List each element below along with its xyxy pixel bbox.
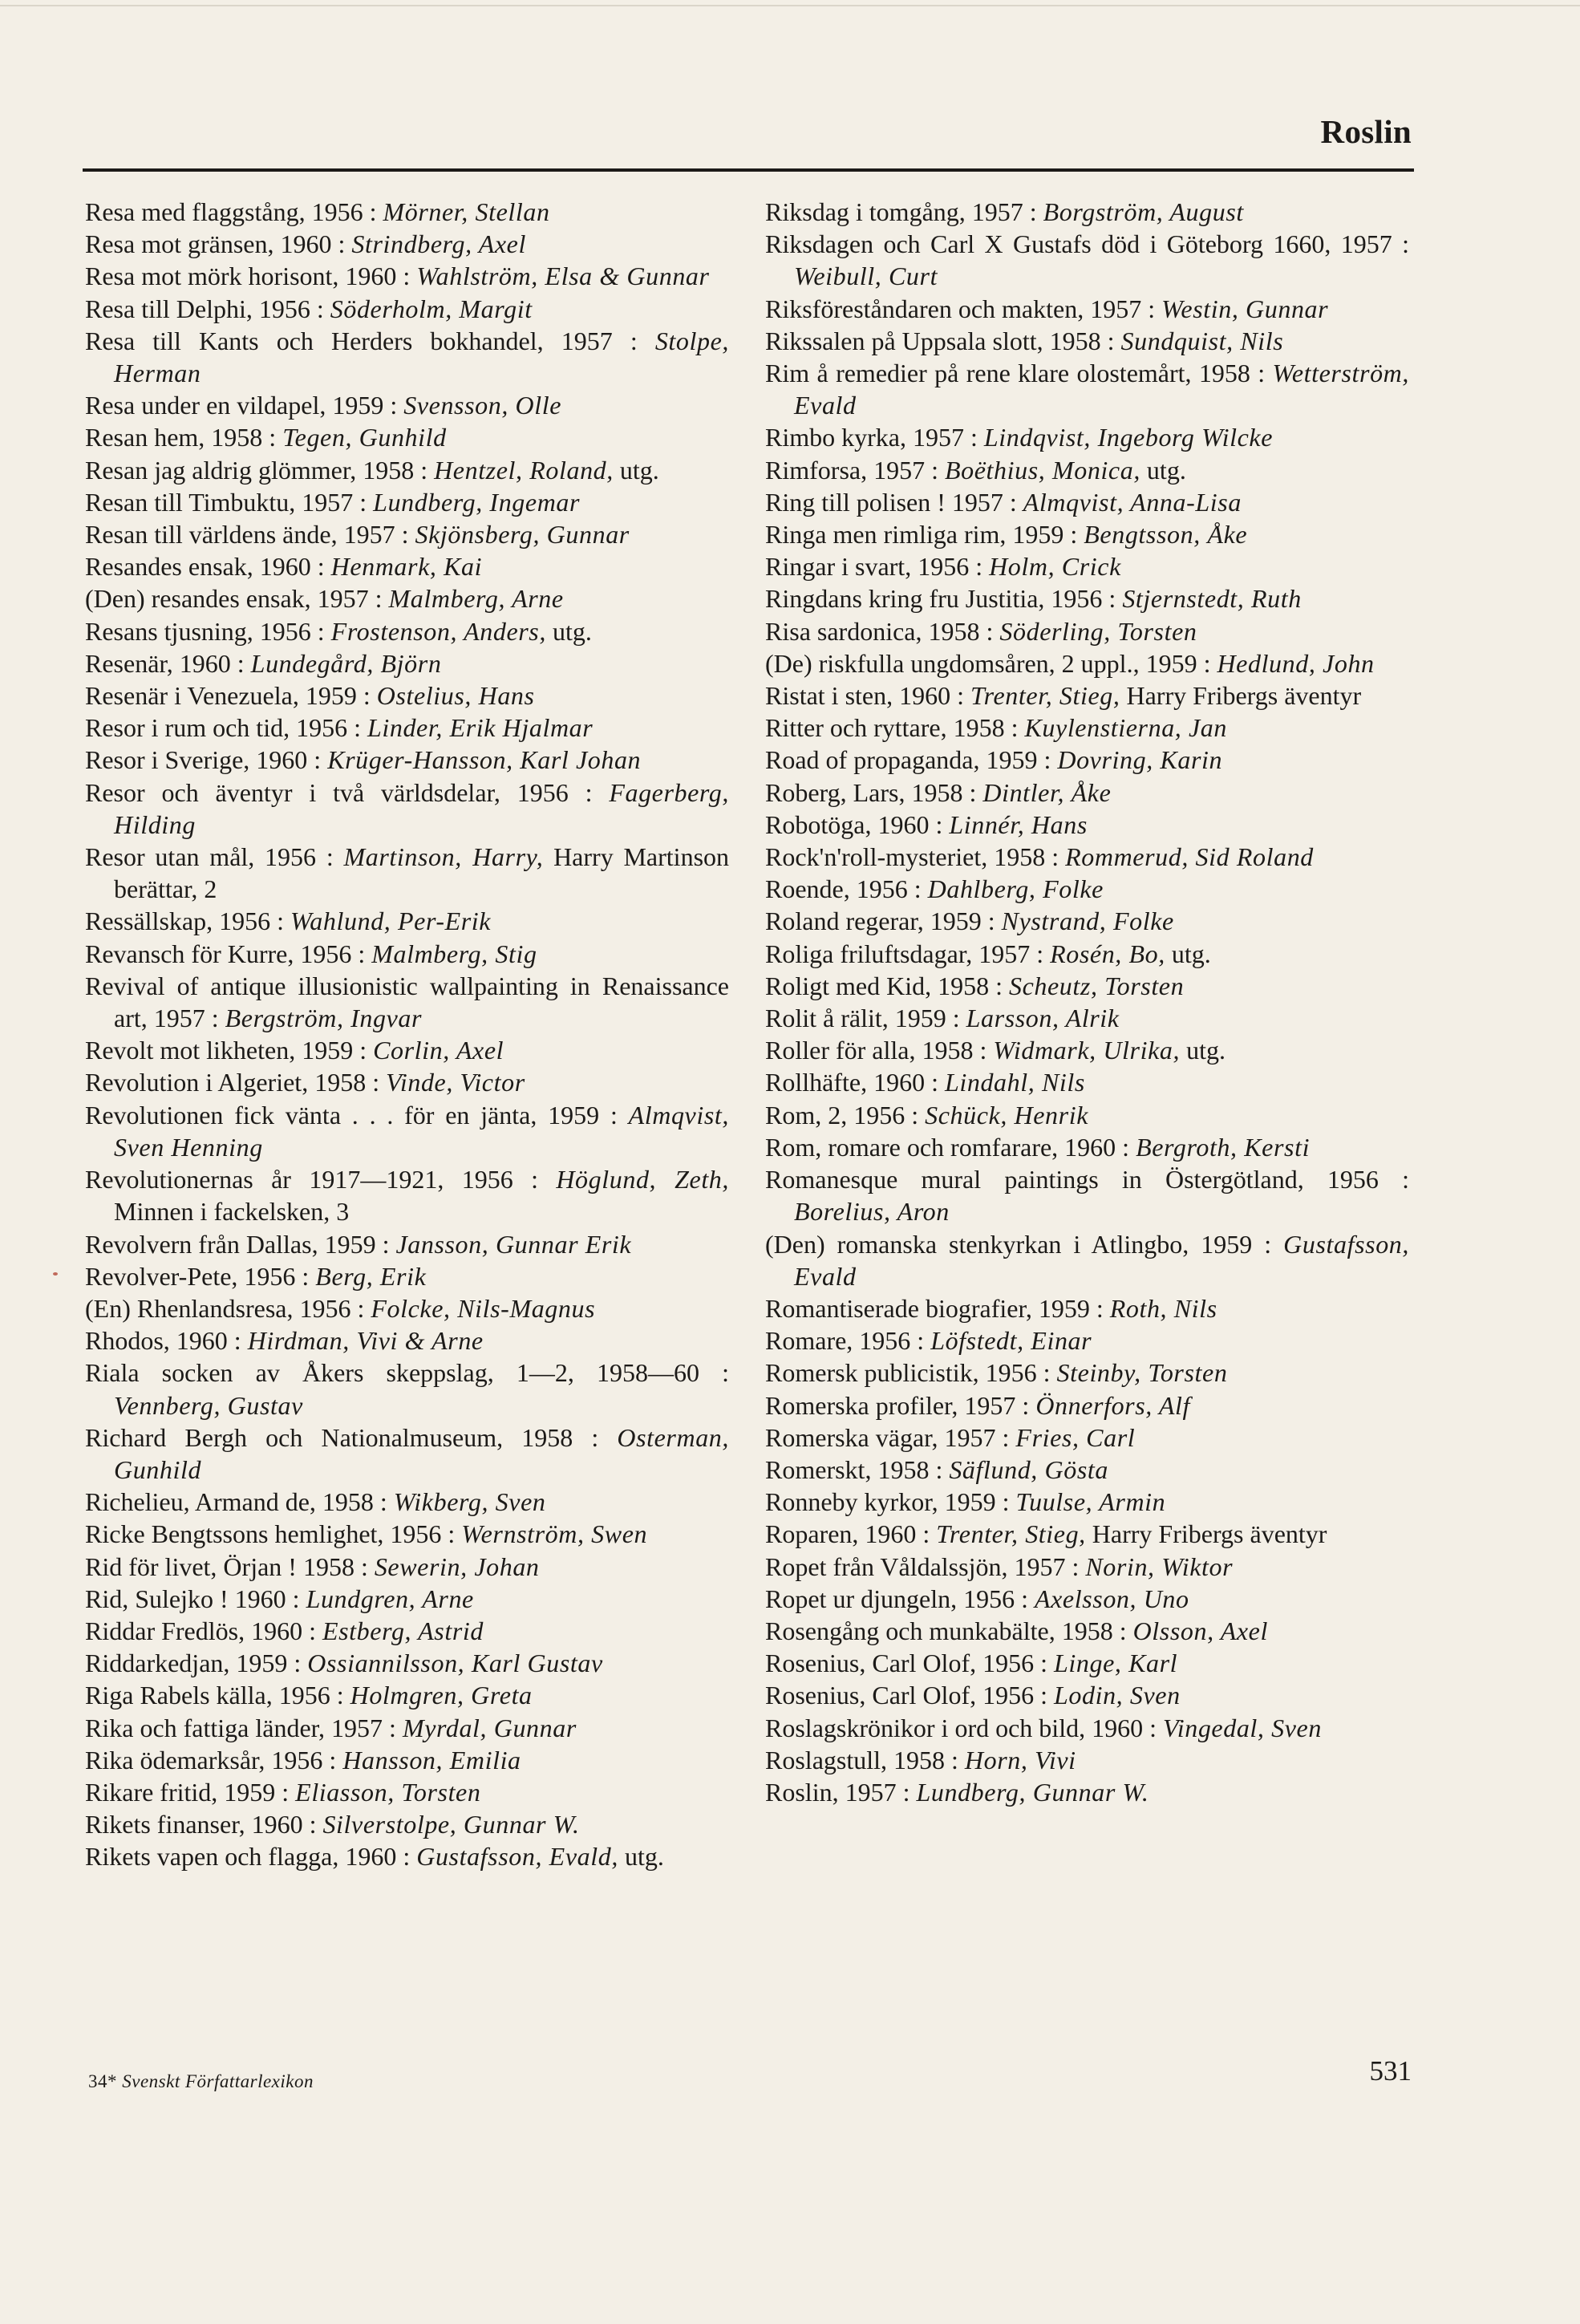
- entry-author: Wetterström, Evald: [794, 359, 1409, 420]
- entry-author: Dintler, Åke: [982, 777, 1112, 807]
- index-entry: [765, 1066, 1409, 1098]
- entry-title: Resa mot mörk horisont, 1960 :: [85, 262, 417, 291]
- index-entry: [85, 228, 729, 260]
- index-entry: [765, 1422, 1409, 1454]
- index-entry: [85, 389, 729, 421]
- index-entry: [85, 518, 729, 550]
- entry-author: Lindqvist, Ingeborg Wilcke: [983, 423, 1274, 452]
- entry-author: Säflund, Gösta: [949, 1454, 1108, 1484]
- entry-title: Rikare fritid, 1959 :: [85, 1777, 296, 1807]
- entry-author: Rommerud, Sid Roland: [1065, 842, 1314, 872]
- entry-author: Weibull, Curt: [794, 262, 938, 291]
- index-entry: [765, 1324, 1409, 1357]
- entry-author: Almqvist, Sven Henning: [114, 1100, 729, 1162]
- entry-suffix: utg.: [1165, 939, 1211, 968]
- index-entry: [85, 1066, 729, 1098]
- entry-title: Romantiserade biografier, 1959 :: [765, 1293, 1110, 1323]
- entry-title: Resor utan mål, 1956 :: [85, 842, 344, 872]
- entry-suffix: utg.: [613, 455, 659, 485]
- entry-title: Rikets vapen och flagga, 1960 :: [85, 1842, 417, 1872]
- index-entry: [85, 841, 729, 905]
- entry-title: Rimbo kyrka, 1957 :: [765, 423, 984, 452]
- entry-author: Schück, Henrik: [925, 1100, 1088, 1130]
- entry-author: Trenter, Stieg,: [970, 681, 1120, 711]
- entry-author: Dahlberg, Folke: [927, 874, 1104, 904]
- entry-title: Riksföreståndaren och makten, 1957 :: [765, 294, 1162, 323]
- index-entry: [85, 486, 729, 518]
- entry-author: Myrdal, Gunnar: [402, 1713, 577, 1742]
- index-entry: [765, 454, 1409, 486]
- index-entry: [765, 1099, 1409, 1131]
- header-rule: [83, 168, 1414, 172]
- index-entry: [85, 1163, 729, 1227]
- entry-title: Rom, romare och romfarare, 1960 :: [765, 1132, 1136, 1162]
- entry-title: Ringdans kring fru Justitia, 1956 :: [765, 584, 1123, 614]
- entry-suffix: utg.: [1180, 1036, 1226, 1065]
- entry-title: Resandes ensak, 1960 :: [85, 552, 331, 582]
- entry-title: Revolt mot likheten, 1959 :: [85, 1036, 374, 1065]
- entry-author: Lundegård, Björn: [250, 648, 442, 678]
- entry-title: Roberg, Lars, 1958 :: [765, 777, 983, 807]
- index-entry: [765, 615, 1409, 647]
- index-entry: [85, 1292, 729, 1324]
- index-entry: [765, 1583, 1409, 1615]
- entry-suffix: utg.: [545, 616, 592, 646]
- entry-author: Henmark, Kai: [330, 552, 483, 582]
- entry-title: Road of propaganda, 1959 :: [765, 745, 1058, 775]
- index-entry: [765, 1163, 1409, 1227]
- index-entry: [765, 938, 1409, 970]
- entry-author: Mörner, Stellan: [383, 197, 550, 226]
- entry-title: Romerska profiler, 1957 :: [765, 1390, 1036, 1420]
- index-entry: [765, 1357, 1409, 1389]
- entry-author: Vingedal, Sven: [1162, 1713, 1322, 1742]
- entry-author: Söderholm, Margit: [330, 294, 533, 323]
- entry-author: Bengtsson, Åke: [1084, 520, 1248, 550]
- entry-author: Trenter, Stieg,: [936, 1519, 1086, 1549]
- entry-suffix: Minnen i fackelsken, 3: [114, 1197, 350, 1227]
- running-head: Roslin: [1320, 113, 1412, 150]
- entry-author: Tuulse, Armin: [1015, 1487, 1166, 1517]
- entry-author: Westin, Gunnar: [1161, 294, 1329, 323]
- index-entry: [765, 293, 1409, 325]
- entry-author: Gustafsson, Evald: [794, 1229, 1409, 1291]
- index-entry: [85, 582, 729, 614]
- entry-author: Holmgren, Greta: [350, 1681, 533, 1710]
- entry-author: Krüger-Hansson, Karl Johan: [327, 745, 642, 775]
- index-entry: [765, 1615, 1409, 1647]
- entry-author: Höglund, Zeth,: [556, 1165, 730, 1194]
- entry-author: Berg, Erik: [315, 1261, 427, 1291]
- entry-title: Rosenius, Carl Olof, 1956 :: [765, 1649, 1054, 1678]
- entry-author: Svensson, Olle: [403, 391, 562, 420]
- entry-title: Roslin, 1957 :: [765, 1777, 917, 1807]
- entry-title: Roende, 1956 :: [765, 874, 928, 904]
- entry-author: Vinde, Victor: [386, 1068, 525, 1097]
- entry-author: Jansson, Gunnar Erik: [395, 1229, 632, 1259]
- entry-author: Lundgren, Arne: [306, 1584, 474, 1613]
- entry-title: Ressällskap, 1956 :: [85, 906, 290, 936]
- entry-title: Romare, 1956 :: [765, 1326, 931, 1356]
- entry-title: Romanesque mural paintings in Östergötland, 1956 :: [765, 1165, 1409, 1194]
- entry-title: Rhodos, 1960 :: [85, 1326, 248, 1356]
- entry-author: Boëthius, Monica,: [944, 455, 1140, 485]
- index-entry: [765, 550, 1409, 582]
- entry-title: Riksdagen och Carl X Gustafs död i Göteborg 1660, 1957 :: [765, 229, 1409, 259]
- index-entry: [85, 1357, 729, 1421]
- entry-author: Fries, Carl: [1015, 1422, 1136, 1452]
- index-entry: [85, 777, 729, 841]
- entry-title: Revival of antique illusionistic wallpainting in Renaissance art, 1957 :: [85, 971, 729, 1033]
- index-entry: [85, 1486, 729, 1518]
- index-entry: [765, 1292, 1409, 1324]
- index-entry: [765, 1131, 1409, 1163]
- index-entry: [765, 1647, 1409, 1679]
- index-entry: [85, 196, 729, 228]
- index-entry: [85, 454, 729, 486]
- entry-title: Roligt med Kid, 1958 :: [765, 971, 1009, 1000]
- index-entry: [765, 1486, 1409, 1518]
- entry-title: Ritter och ryttare, 1958 :: [765, 713, 1025, 743]
- entry-author: Wahlström, Elsa & Gunnar: [416, 262, 710, 291]
- entry-author: Stolpe, Herman: [114, 326, 729, 388]
- entry-author: Lundberg, Gunnar W.: [916, 1777, 1149, 1807]
- index-entry: [765, 228, 1409, 292]
- entry-author: Corlin, Axel: [373, 1036, 504, 1065]
- entry-title: Resor och äventyr i två världsdelar, 1956 :: [85, 777, 610, 807]
- entry-title: Resans tjusning, 1956 :: [85, 616, 331, 646]
- index-entry: [85, 325, 729, 389]
- index-entry: [765, 1228, 1409, 1292]
- entry-author: Bergroth, Kersti: [1136, 1132, 1311, 1162]
- entry-suffix: Harry Fribergs äventyr: [1085, 1519, 1327, 1549]
- entry-title: Rolit å rälit, 1959 :: [765, 1004, 966, 1033]
- entry-author: Osterman, Gunhild: [114, 1422, 729, 1484]
- index-entry: [85, 615, 729, 647]
- index-entry: [765, 1679, 1409, 1711]
- entry-title: Rimforsa, 1957 :: [765, 455, 945, 485]
- index-entry: [85, 1324, 729, 1357]
- index-entry: [85, 1615, 729, 1647]
- entry-author: Hansson, Emilia: [342, 1745, 521, 1774]
- index-entry: [85, 260, 729, 292]
- entry-title: Resor i Sverige, 1960 :: [85, 745, 328, 775]
- entry-title: Rosenius, Carl Olof, 1956 :: [765, 1681, 1054, 1710]
- entry-title: Ringa men rimliga rim, 1959 :: [765, 520, 1084, 550]
- entry-title: Ropet ur djungeln, 1956 :: [765, 1584, 1035, 1613]
- index-entry: [765, 196, 1409, 228]
- entry-suffix: utg.: [1140, 455, 1186, 485]
- index-entry: [85, 905, 729, 937]
- index-entry: [85, 1840, 729, 1872]
- index-entry: [765, 1454, 1409, 1486]
- index-entry: [765, 518, 1409, 550]
- index-entry: [765, 1002, 1409, 1034]
- entry-author: Widmark, Ulrika,: [993, 1036, 1181, 1065]
- entry-title: Riala socken av Åkers skeppslag, 1—2, 1958—60 :: [85, 1358, 729, 1388]
- entry-author: Vennberg, Gustav: [114, 1390, 303, 1420]
- footer-signature: [88, 2071, 314, 2092]
- entry-title: Roland regerar, 1959 :: [765, 906, 1002, 936]
- entry-author: Martinson, Harry,: [343, 842, 544, 872]
- entry-author: Ossiannilsson, Karl Gustav: [307, 1649, 603, 1678]
- entry-title: Rid, Sulejko ! 1960 :: [85, 1584, 306, 1613]
- entry-author: Ostelius, Hans: [376, 681, 535, 711]
- entry-title: Romerskt, 1958 :: [765, 1454, 950, 1484]
- index-entry: [765, 1518, 1409, 1550]
- entry-suffix: Harry Martinson berättar, 2: [114, 842, 730, 904]
- entry-author: Linder, Erik Hjalmar: [367, 713, 594, 743]
- index-entry: [765, 582, 1409, 614]
- index-entry: [85, 1034, 729, 1066]
- entry-author: Frostenson, Anders,: [330, 616, 546, 646]
- index-entry: [765, 970, 1409, 1002]
- entry-title: Ropet från Våldalssjön, 1957 :: [765, 1551, 1086, 1581]
- entry-title: Revansch för Kurre, 1956 :: [85, 939, 372, 968]
- entry-title: Roslagstull, 1958 :: [765, 1745, 965, 1774]
- entry-author: Nystrand, Folke: [1001, 906, 1174, 936]
- entry-title: Roslagskrönikor i ord och bild, 1960 :: [765, 1713, 1163, 1742]
- entry-title: Romerska vägar, 1957 :: [765, 1422, 1016, 1452]
- entry-author: Fagerberg, Hilding: [114, 777, 729, 839]
- entry-title: Roller för alla, 1958 :: [765, 1036, 994, 1065]
- entry-title: Riddar Fredlös, 1960 :: [85, 1616, 322, 1645]
- index-entry: [765, 744, 1409, 776]
- index-entry: [85, 1776, 729, 1808]
- index-entry: [765, 712, 1409, 744]
- entry-title: (De) riskfulla ungdomsåren, 2 uppl., 1959 :: [765, 648, 1217, 678]
- entry-title: Ristat i sten, 1960 :: [765, 681, 970, 711]
- entry-author: Steinby, Torsten: [1056, 1358, 1228, 1388]
- entry-author: Borelius, Aron: [794, 1197, 950, 1227]
- index-entry: [765, 809, 1409, 841]
- index-entry: [85, 938, 729, 970]
- entry-author: Malmberg, Stig: [371, 939, 537, 968]
- entry-title: Resan jag aldrig glömmer, 1958 :: [85, 455, 435, 485]
- entry-title: Ronneby kyrkor, 1959 :: [765, 1487, 1016, 1517]
- entry-title: Ring till polisen ! 1957 :: [765, 487, 1023, 517]
- entry-author: Wahlund, Per-Erik: [290, 906, 492, 936]
- entry-title: Resan till Timbuktu, 1957 :: [85, 487, 374, 517]
- entry-title: Rosengång och munkabälte, 1958 :: [765, 1616, 1133, 1645]
- entry-title: Revolvern från Dallas, 1959 :: [85, 1229, 396, 1259]
- entry-author: Wernström, Swen: [461, 1519, 648, 1549]
- index-entry: [85, 1679, 729, 1711]
- index-entry: [765, 1712, 1409, 1744]
- entry-title: Resor i rum och tid, 1956 :: [85, 713, 367, 743]
- left-column: [85, 196, 729, 1873]
- index-entry: [85, 1422, 729, 1486]
- entry-title: Riksdag i tomgång, 1957 :: [765, 197, 1043, 226]
- entry-author: Folcke, Nils-Magnus: [371, 1293, 596, 1323]
- entry-title: Resa med flaggstång, 1956 :: [85, 197, 383, 226]
- index-entry: [85, 1583, 729, 1615]
- index-entry: [85, 647, 729, 679]
- entry-author: Tegen, Gunhild: [282, 423, 447, 452]
- entry-author: Rosén, Bo,: [1050, 939, 1165, 968]
- entry-title: Rock'n'roll-mysteriet, 1958 :: [765, 842, 1066, 872]
- index-entry: [85, 712, 729, 744]
- entry-title: Romersk publicistik, 1956 :: [765, 1358, 1057, 1388]
- publication-title: Svenskt Författarlexikon: [122, 2071, 314, 2091]
- index-entry: [765, 873, 1409, 905]
- index-entry: [765, 1744, 1409, 1776]
- entry-author: Hirdman, Vivi & Arne: [247, 1326, 484, 1356]
- entry-title: Ricke Bengtssons hemlighet, 1956 :: [85, 1519, 462, 1549]
- entry-title: Rikets finanser, 1960 :: [85, 1810, 323, 1839]
- signature-mark: 34*: [88, 2071, 117, 2091]
- entry-title: Resan till världens ände, 1957 :: [85, 520, 415, 550]
- entry-title: Richard Bergh och Nationalmuseum, 1958 :: [85, 1422, 618, 1452]
- index-entry: [85, 744, 729, 776]
- index-entry: [85, 1744, 729, 1776]
- entry-author: Linnér, Hans: [949, 809, 1088, 839]
- entry-title: Risa sardonica, 1958 :: [765, 616, 1000, 646]
- entry-author: Skjönsberg, Gunnar: [415, 520, 630, 550]
- index-entry: [85, 421, 729, 453]
- entry-title: Resa till Delphi, 1956 :: [85, 294, 330, 323]
- index-entry: [85, 679, 729, 712]
- entry-title: Rom, 2, 1956 :: [765, 1100, 926, 1130]
- entry-title: Resa mot gränsen, 1960 :: [85, 229, 352, 259]
- index-entry: [85, 550, 729, 582]
- entry-title: (Den) romanska stenkyrkan i Atlingbo, 1959 :: [765, 1229, 1284, 1259]
- entry-author: Strindberg, Axel: [351, 229, 526, 259]
- entry-title: Revolution i Algeriet, 1958 :: [85, 1068, 387, 1097]
- index-entry: [765, 486, 1409, 518]
- index-entry: [85, 1808, 729, 1840]
- index-entry: [765, 325, 1409, 357]
- entry-author: Stjernstedt, Ruth: [1122, 584, 1302, 614]
- index-entry: [765, 1034, 1409, 1066]
- index-entry: [85, 1260, 729, 1292]
- index-entry: [85, 1551, 729, 1583]
- entry-author: Roth, Nils: [1109, 1293, 1217, 1323]
- entry-author: Gustafsson, Evald,: [416, 1842, 618, 1872]
- entry-author: Horn, Vivi: [964, 1745, 1076, 1774]
- entry-title: Resenär i Venezuela, 1959 :: [85, 681, 377, 711]
- index-entry: [765, 679, 1409, 712]
- entry-author: Larsson, Alrik: [966, 1004, 1120, 1033]
- entry-author: Löfstedt, Einar: [930, 1326, 1092, 1356]
- entry-title: Rim å remedier på rene klare olostemårt, 1958 :: [765, 359, 1273, 388]
- entry-author: Malmberg, Arne: [388, 584, 564, 614]
- index-entry: [765, 647, 1409, 679]
- index-entry: [85, 970, 729, 1034]
- ink-speck: [53, 1272, 58, 1276]
- index-entry: [765, 1776, 1409, 1808]
- entry-title: Resa under en vildapel, 1959 :: [85, 391, 404, 420]
- index-entry: [85, 1228, 729, 1260]
- entry-author: Linge, Karl: [1053, 1649, 1178, 1678]
- entry-author: Wikberg, Sven: [393, 1487, 546, 1517]
- entry-author: Sundquist, Nils: [1120, 326, 1284, 355]
- entry-author: Olsson, Axel: [1132, 1616, 1268, 1645]
- entry-title: Robotöga, 1960 :: [765, 809, 950, 839]
- index-entry: [85, 1712, 729, 1744]
- entry-author: Hedlund, John: [1217, 648, 1375, 678]
- entry-title: Resenär, 1960 :: [85, 648, 251, 678]
- entry-author: Scheutz, Torsten: [1009, 971, 1185, 1000]
- index-entry: [85, 1647, 729, 1679]
- entry-title: Rika ödemarksår, 1956 :: [85, 1745, 343, 1774]
- index-entry: [765, 421, 1409, 453]
- index-entry: [85, 1099, 729, 1163]
- entry-author: Dovring, Karin: [1057, 745, 1223, 775]
- entry-author: Holm, Crick: [989, 552, 1121, 582]
- entry-title: Rikssalen på Uppsala slott, 1958 :: [765, 326, 1121, 355]
- index-entry: [85, 293, 729, 325]
- entry-title: Riga Rabels källa, 1956 :: [85, 1681, 350, 1710]
- index-entry: [85, 1518, 729, 1550]
- entry-author: Söderling, Torsten: [999, 616, 1197, 646]
- entry-title: Richelieu, Armand de, 1958 :: [85, 1487, 394, 1517]
- entry-author: Silverstolpe, Gunnar W.: [322, 1810, 580, 1839]
- entry-title: Rid för livet, Örjan ! 1958 :: [85, 1551, 375, 1581]
- entry-title: Revolver-Pete, 1956 :: [85, 1261, 316, 1291]
- entry-author: Lindahl, Nils: [944, 1068, 1085, 1097]
- entry-title: Resa till Kants och Herders bokhandel, 1957 :: [85, 326, 655, 355]
- index-entry: [765, 841, 1409, 873]
- scan-edge-line: [0, 5, 1580, 6]
- entry-title: Roparen, 1960 :: [765, 1519, 937, 1549]
- entry-author: Norin, Wiktor: [1085, 1551, 1234, 1581]
- entry-title: Roliga friluftsdagar, 1957 :: [765, 939, 1051, 968]
- entry-title: Revolutionen fick vänta . . . för en jänta, 1959 :: [85, 1100, 629, 1130]
- entry-author: Hentzel, Roland,: [434, 455, 614, 485]
- index-entry: [765, 1551, 1409, 1583]
- entry-title: Ringar i svart, 1956 :: [765, 552, 990, 582]
- entry-author: Sewerin, Johan: [374, 1551, 540, 1581]
- entry-author: Lodin, Sven: [1053, 1681, 1181, 1710]
- index-entry: [765, 1389, 1409, 1422]
- entry-author: Estberg, Astrid: [322, 1616, 484, 1645]
- index-entry: [765, 905, 1409, 937]
- entry-suffix: utg.: [618, 1842, 664, 1872]
- entry-author: Eliasson, Torsten: [295, 1777, 481, 1807]
- page-number: 531: [1369, 2055, 1412, 2087]
- index-entry: [765, 357, 1409, 421]
- entry-title: Rika och fattiga länder, 1957 :: [85, 1713, 403, 1742]
- right-column: [765, 196, 1409, 1808]
- entry-author: Önnerfors, Alf: [1035, 1390, 1191, 1420]
- entry-title: (Den) resandes ensak, 1957 :: [85, 584, 389, 614]
- index-entry: [765, 777, 1409, 809]
- entry-title: Riddarkedjan, 1959 :: [85, 1649, 308, 1678]
- entry-author: Kuylenstierna, Jan: [1024, 713, 1228, 743]
- entry-author: Axelsson, Uno: [1034, 1584, 1189, 1613]
- entry-title: Resan hem, 1958 :: [85, 423, 283, 452]
- entry-author: Lundberg, Ingemar: [373, 487, 581, 517]
- entry-title: Rollhäfte, 1960 :: [765, 1068, 945, 1097]
- entry-suffix: Harry Fribergs äventyr: [1120, 681, 1362, 711]
- entry-title: Revolutionernas år 1917—1921, 1956 :: [85, 1165, 557, 1194]
- entry-author: Bergström, Ingvar: [225, 1004, 423, 1033]
- entry-title: (En) Rhenlandsresa, 1956 :: [85, 1293, 371, 1323]
- entry-author: Almqvist, Anna-Lisa: [1023, 487, 1242, 517]
- entry-author: Borgström, August: [1043, 197, 1244, 226]
